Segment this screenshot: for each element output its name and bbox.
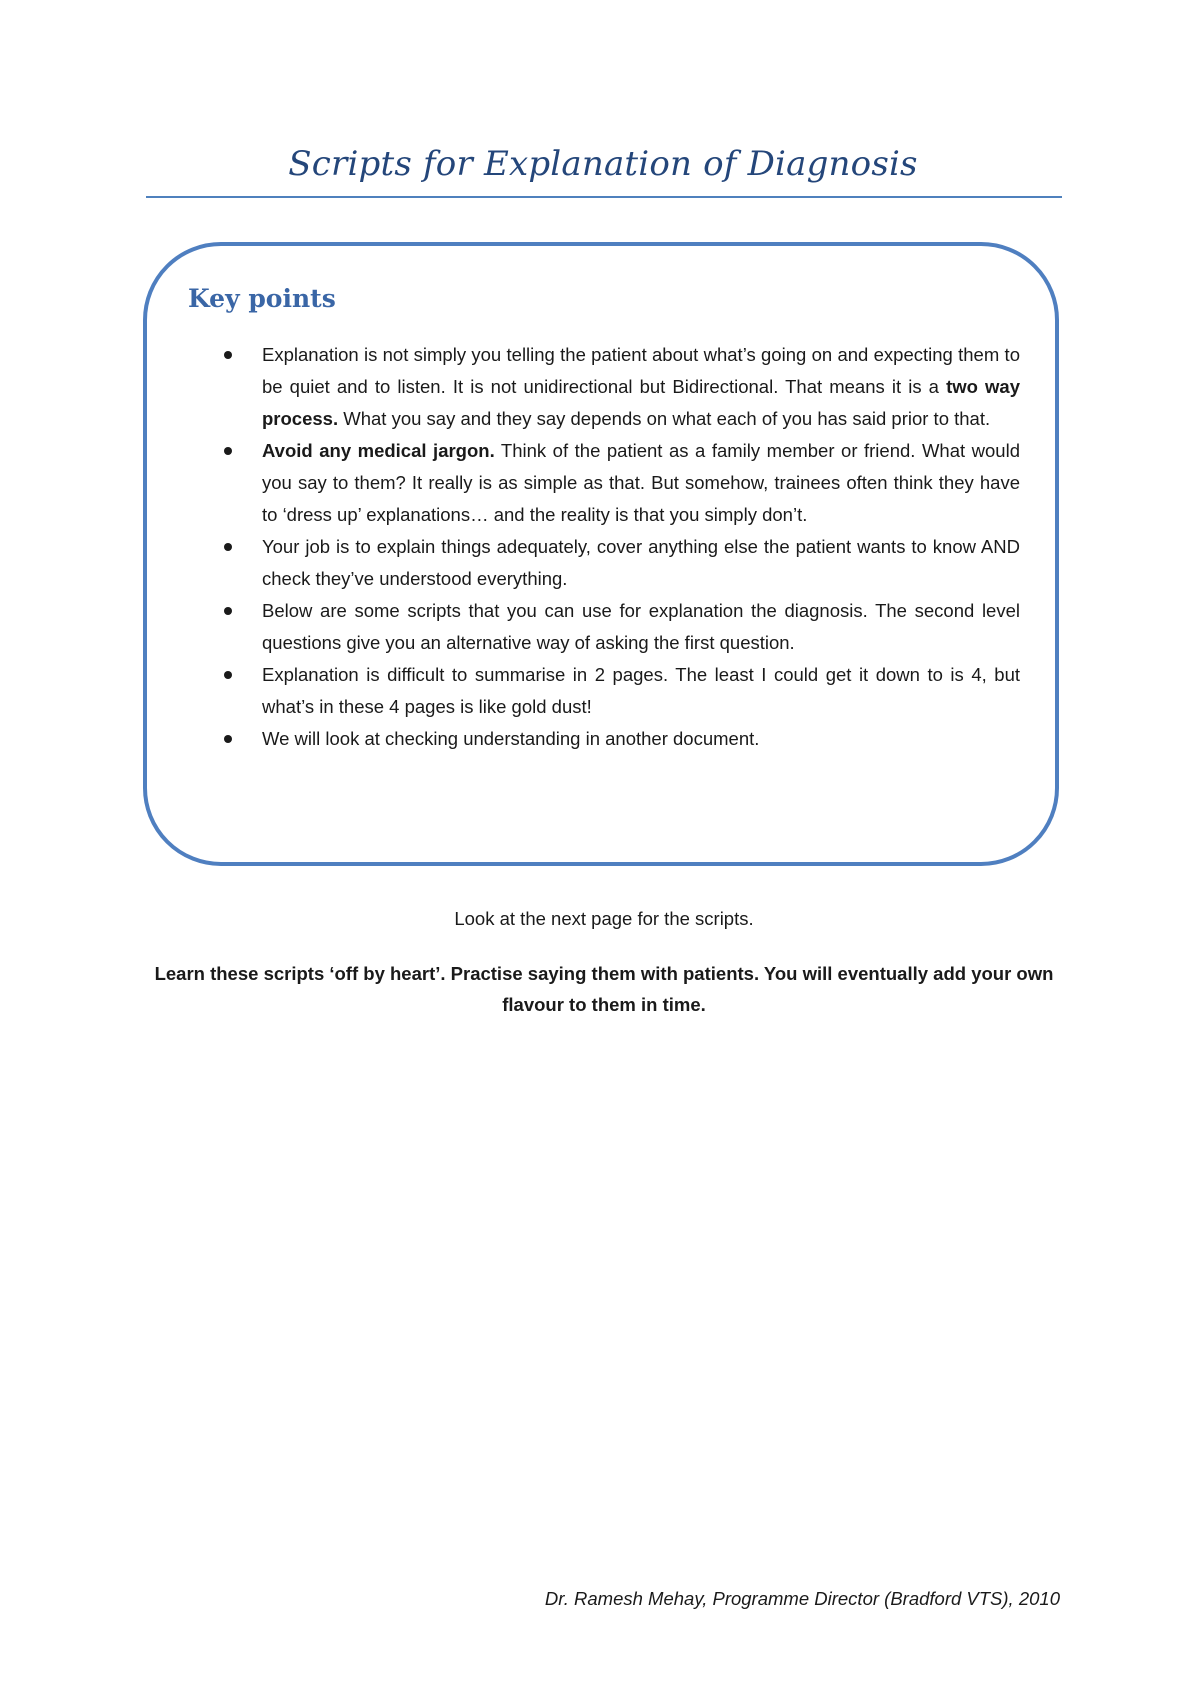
key-point-item <box>206 435 1020 531</box>
key-point-text: Explanation is difficult to summarise in 2 pages. The least I could get it down to is 4, but what’s in these 4 pages is like gold dust! <box>262 664 1020 717</box>
page-title: Scripts for Explanation of Diagnosis <box>288 144 918 184</box>
key-point-text: Think of the patient as a family member or friend. What would you say to them? It really is as simple as that. But somehow, trainees often think they have to ‘dress up’ explanations… and the reality is that you simply don’t. <box>262 440 1020 525</box>
key-point-text: Your job is to explain things adequately, cover anything else the patient wants to know AND check they’ve understood everything. <box>262 536 1020 589</box>
next-page-note: Look at the next page for the scripts. <box>454 908 754 929</box>
key-point-item <box>206 723 1020 755</box>
key-point-item <box>206 531 1020 595</box>
key-point-item <box>206 595 1020 659</box>
key-point-item <box>206 339 1020 435</box>
bullet-icon <box>224 735 232 743</box>
key-points-heading: Key points <box>188 284 336 313</box>
key-point-text: Below are some scripts that you can use for explanation the diagnosis. The second level questions give you an alternative way of asking the first question. <box>262 600 1020 653</box>
key-points-list <box>206 339 1020 755</box>
key-point-item <box>206 659 1020 723</box>
key-point-emphasis: two way process. <box>262 376 1020 429</box>
learn-scripts-note: Learn these scripts ‘off by heart’. Practise saying them with patients. You will eventually add your own flavour to them in time. <box>154 963 1054 1015</box>
key-point-text: We will look at checking understanding in another document. <box>262 728 760 749</box>
footer-attribution: Dr. Ramesh Mehay, Programme Director (Bradford VTS), 2010 <box>544 1588 1060 1609</box>
key-point-text: Explanation is not simply you telling the patient about what’s going on and expecting them to be quiet and to listen. It is not unidirectional but Bidirectional. That means it is a <box>262 344 1020 397</box>
bullet-icon <box>224 351 232 359</box>
key-point-emphasis: Avoid any medical jargon. <box>262 440 495 461</box>
bullet-icon <box>224 447 232 455</box>
bullet-icon <box>224 607 232 615</box>
key-point-text: What you say and they say depends on what each of you has said prior to that. <box>338 408 991 429</box>
bullet-icon <box>224 543 232 551</box>
title-underline <box>146 196 1062 198</box>
bullet-icon <box>224 671 232 679</box>
